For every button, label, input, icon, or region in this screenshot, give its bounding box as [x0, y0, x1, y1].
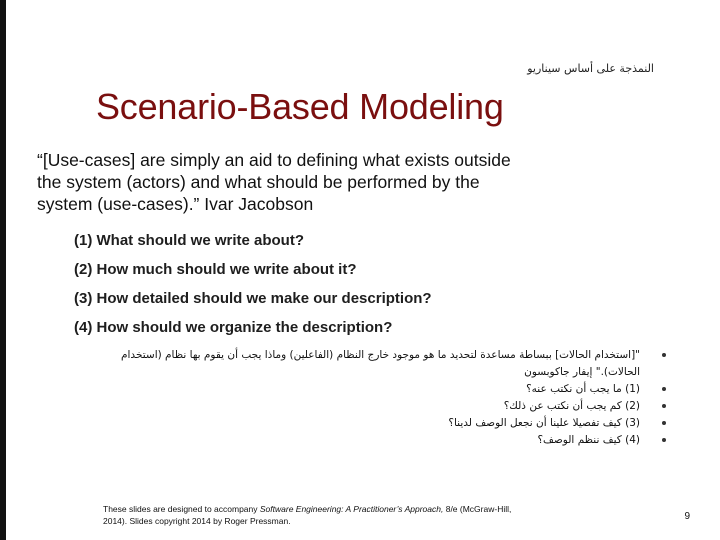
- question-item: (4) How should we organize the description?: [74, 319, 393, 336]
- arabic-list-text: "[استخدام الحالات] ببساطة مساعدة لتحديد ما هو موجود خارج النظام (الفاعلين) وماذا يجب أن يقوم بها نظام (استخدام الحالات)." إيفار جاكوبسون: [121, 349, 640, 378]
- question-item: (3) How detailed should we make our description?: [74, 290, 432, 307]
- footer-suffix: 8/e (McGraw-Hill, 2014). Slides copyright 2014 by Roger Pressman.: [103, 504, 512, 526]
- copyright-footer: [103, 503, 523, 527]
- arabic-list-text: (3) كيف تفصيلا علينا أن نجعل الوصف لدينا؟: [448, 417, 640, 429]
- arabic-list-item: [96, 381, 656, 398]
- arabic-list-text: (1) ما يجب أن نكتب عنه؟: [526, 383, 640, 395]
- footer-prefix: These slides are designed to accompany: [103, 504, 260, 514]
- bullet-dot-icon: [662, 421, 666, 425]
- questions-list: [74, 231, 534, 347]
- footer-book-title: Software Engineering: A Practitioner’s Approach,: [259, 504, 444, 514]
- arabic-list-item: [96, 347, 656, 381]
- arabic-translation-list: [96, 347, 656, 449]
- question-item: (2) How much should we write about it?: [74, 261, 357, 278]
- bullet-dot-icon: [662, 387, 666, 391]
- bullet-dot-icon: [662, 404, 666, 408]
- left-accent-bar: [0, 0, 6, 540]
- arabic-list-item: [96, 432, 656, 449]
- arabic-list-item: [96, 398, 656, 415]
- jacobson-quote: “[Use-cases] are simply an aid to defining what exists outside the system (actors) and what should be performed by the system (use-cases).” Ivar Jacobson: [37, 150, 511, 214]
- arabic-slide-title: النمذجة على أساس سيناريو: [527, 62, 654, 75]
- arabic-list-item: [96, 415, 656, 432]
- question-item: (1) What should we write about?: [74, 232, 304, 249]
- bullet-dot-icon: [662, 353, 666, 357]
- slide-title: Scenario-Based Modeling: [96, 86, 504, 127]
- arabic-list-text: (2) كم يجب أن نكتب عن ذلك؟: [503, 400, 640, 412]
- arabic-list-text: (4) كيف ننظم الوصف؟: [537, 434, 640, 446]
- bullet-dot-icon: [662, 438, 666, 442]
- page-number: 9: [684, 511, 690, 522]
